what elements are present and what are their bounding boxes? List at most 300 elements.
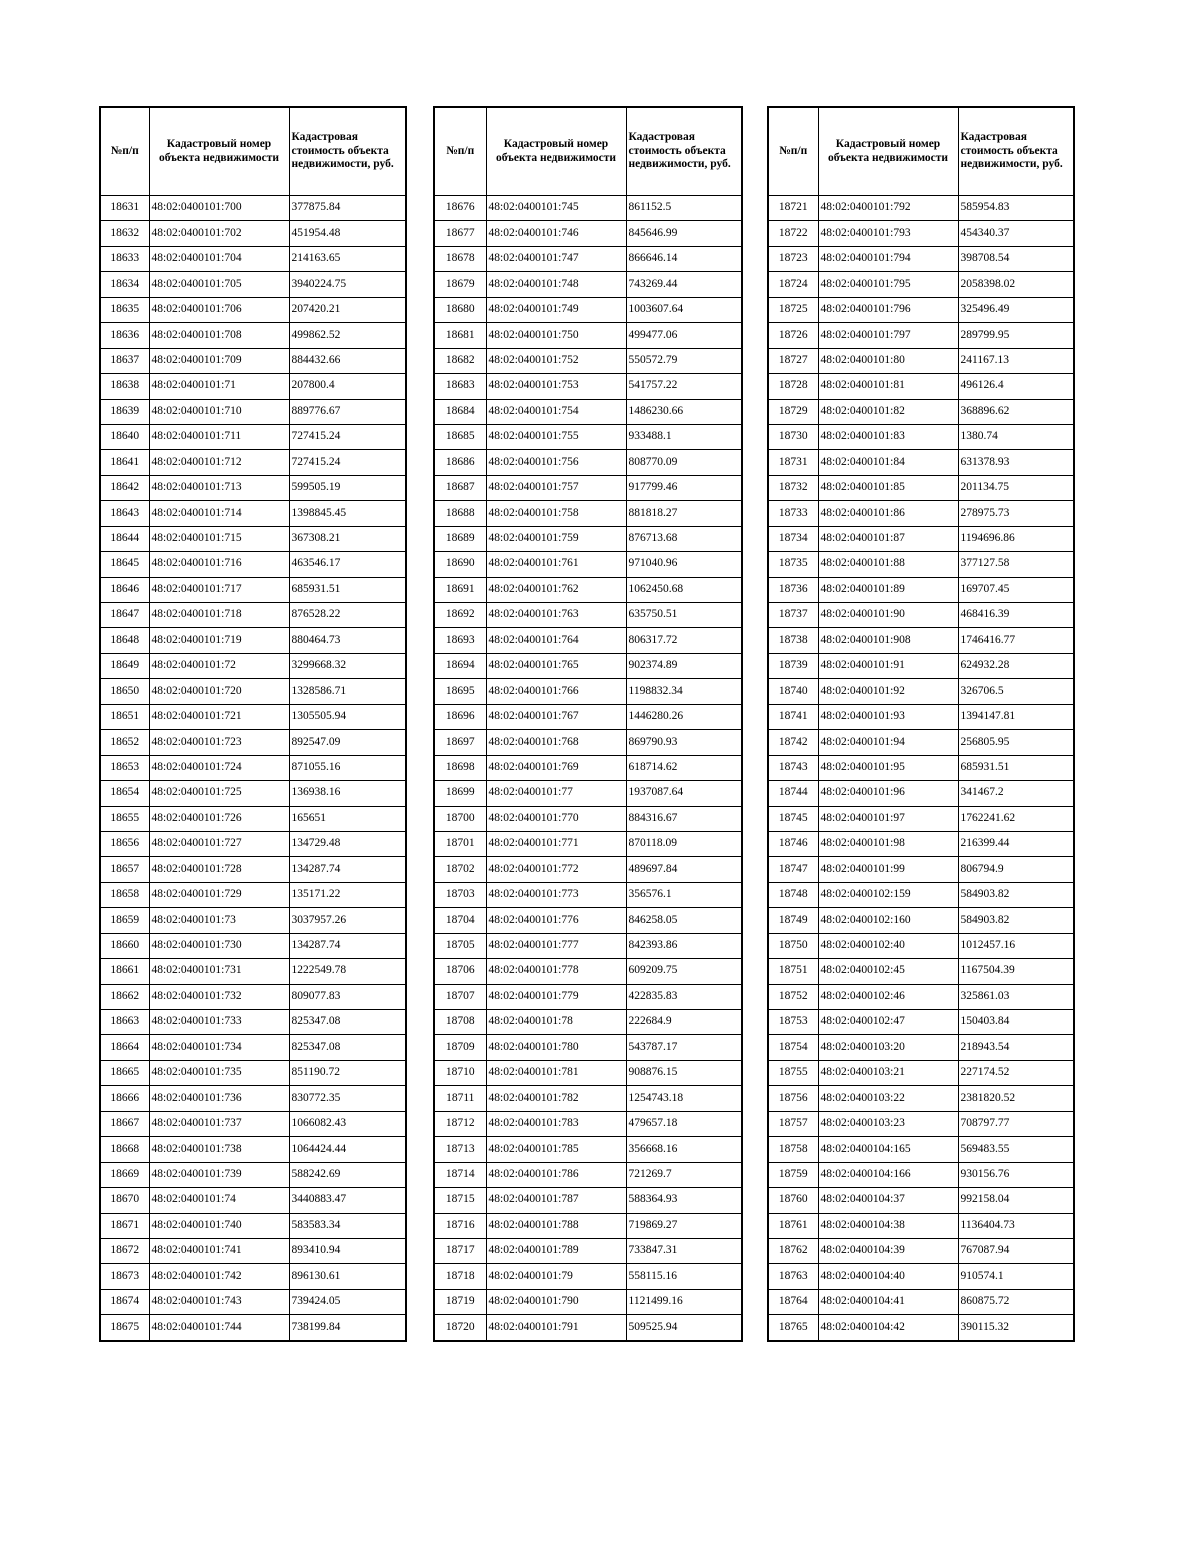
cadastral-number: 48:02:0400101:789	[486, 1238, 626, 1263]
cadastral-value: 499862.52	[289, 323, 406, 348]
cadastral-value: 341467.2	[958, 781, 1074, 806]
cadastral-number: 48:02:0400102:47	[818, 1010, 958, 1035]
cadastral-number: 48:02:0400101:702	[149, 221, 289, 246]
table-row	[768, 1213, 1074, 1238]
cadastral-value: 543787.17	[626, 1035, 742, 1060]
row-number: 18746	[768, 831, 818, 856]
row-number: 18696	[434, 704, 486, 729]
row-number: 18669	[100, 1162, 149, 1187]
table-row	[434, 272, 742, 297]
table-row	[434, 475, 742, 500]
cadastral-value: 992158.04	[958, 1188, 1074, 1213]
cadastral-number: 48:02:0400101:796	[818, 297, 958, 322]
table-row	[768, 1060, 1074, 1085]
table-row	[100, 959, 406, 984]
table-row	[434, 450, 742, 475]
cadastral-value: 1254743.18	[626, 1086, 742, 1111]
row-number: 18637	[100, 348, 149, 373]
cadastral-value: 588242.69	[289, 1162, 406, 1187]
cadastral-value: 3299668.32	[289, 653, 406, 678]
cadastral-value: 325496.49	[958, 297, 1074, 322]
table-row	[768, 348, 1074, 373]
row-number: 18757	[768, 1111, 818, 1136]
row-number: 18675	[100, 1315, 149, 1341]
cadastral-number: 48:02:0400101:71	[149, 374, 289, 399]
cadastral-value: 585954.83	[958, 196, 1074, 221]
row-number: 18649	[100, 653, 149, 678]
cadastral-value: 584903.82	[958, 908, 1074, 933]
table-row	[100, 246, 406, 271]
table-row	[434, 603, 742, 628]
row-number: 18706	[434, 959, 486, 984]
cadastral-value: 1136404.73	[958, 1213, 1074, 1238]
cadastral-number: 48:02:0400101:729	[149, 882, 289, 907]
cadastral-number: 48:02:0400101:788	[486, 1213, 626, 1238]
table-header-row	[100, 107, 406, 196]
table-row	[768, 730, 1074, 755]
cadastral-number: 48:02:0400101:700	[149, 196, 289, 221]
table-row	[100, 374, 406, 399]
cadastral-table-1	[99, 106, 407, 1342]
table-row	[434, 399, 742, 424]
table-row	[434, 806, 742, 831]
cadastral-number: 48:02:0400101:757	[486, 475, 626, 500]
row-number: 18716	[434, 1213, 486, 1238]
table-row	[768, 1289, 1074, 1314]
row-number: 18635	[100, 297, 149, 322]
row-number: 18678	[434, 246, 486, 271]
cadastral-number: 48:02:0400104:40	[818, 1264, 958, 1289]
row-number: 18693	[434, 628, 486, 653]
table-row	[768, 297, 1074, 322]
table-row	[768, 323, 1074, 348]
cadastral-value: 1746416.77	[958, 628, 1074, 653]
table-row	[100, 933, 406, 958]
row-number: 18742	[768, 730, 818, 755]
cadastral-number: 48:02:0400104:165	[818, 1137, 958, 1162]
row-number: 18663	[100, 1010, 149, 1035]
table-row	[768, 475, 1074, 500]
cadastral-value: 609209.75	[626, 959, 742, 984]
cadastral-value: 583583.34	[289, 1213, 406, 1238]
table-row	[100, 501, 406, 526]
cadastral-number: 48:02:0400101:787	[486, 1188, 626, 1213]
table-row	[100, 908, 406, 933]
table-row	[100, 882, 406, 907]
row-number: 18670	[100, 1188, 149, 1213]
cadastral-number: 48:02:0400101:740	[149, 1213, 289, 1238]
cadastral-number: 48:02:0400101:761	[486, 552, 626, 577]
cadastral-number: 48:02:0400101:97	[818, 806, 958, 831]
table-row	[768, 1111, 1074, 1136]
cadastral-value: 624932.28	[958, 653, 1074, 678]
table-row	[434, 552, 742, 577]
row-number: 18752	[768, 984, 818, 1009]
table-row	[100, 196, 406, 221]
cadastral-value: 463546.17	[289, 552, 406, 577]
cadastral-number: 48:02:0400101:791	[486, 1315, 626, 1341]
cadastral-number: 48:02:0400101:735	[149, 1060, 289, 1085]
table-row	[100, 653, 406, 678]
table-row	[768, 577, 1074, 602]
row-number: 18653	[100, 755, 149, 780]
cadastral-number: 48:02:0400101:773	[486, 882, 626, 907]
cadastral-number: 48:02:0400101:98	[818, 831, 958, 856]
table-row	[434, 1289, 742, 1314]
row-number: 18701	[434, 831, 486, 856]
cadastral-number: 48:02:0400101:772	[486, 857, 626, 882]
row-number: 18755	[768, 1060, 818, 1085]
cadastral-value: 2381820.52	[958, 1086, 1074, 1111]
cadastral-number: 48:02:0400101:762	[486, 577, 626, 602]
cadastral-number: 48:02:0400102:40	[818, 933, 958, 958]
cadastral-number: 48:02:0400101:86	[818, 501, 958, 526]
cadastral-value: 889776.67	[289, 399, 406, 424]
cadastral-value: 739424.05	[289, 1289, 406, 1314]
cadastral-number: 48:02:0400101:727	[149, 831, 289, 856]
cadastral-value: 599505.19	[289, 475, 406, 500]
row-number: 18733	[768, 501, 818, 526]
cadastral-number: 48:02:0400101:790	[486, 1289, 626, 1314]
row-number: 18673	[100, 1264, 149, 1289]
cadastral-number: 48:02:0400101:738	[149, 1137, 289, 1162]
cadastral-value: 134729.48	[289, 831, 406, 856]
cadastral-value: 808770.09	[626, 450, 742, 475]
table-row	[434, 653, 742, 678]
cadastral-value: 806317.72	[626, 628, 742, 653]
table-row	[434, 1010, 742, 1035]
cadastral-value: 584903.82	[958, 882, 1074, 907]
cadastral-number: 48:02:0400101:756	[486, 450, 626, 475]
header-num: №п/п	[768, 107, 818, 196]
cadastral-value: 809077.83	[289, 984, 406, 1009]
table-row	[434, 679, 742, 704]
table-row	[768, 1315, 1074, 1341]
cadastral-value: 479657.18	[626, 1111, 742, 1136]
cadastral-value: 880464.73	[289, 628, 406, 653]
cadastral-number: 48:02:0400101:84	[818, 450, 958, 475]
row-number: 18722	[768, 221, 818, 246]
cadastral-number: 48:02:0400101:72	[149, 653, 289, 678]
cadastral-value: 1198832.34	[626, 679, 742, 704]
cadastral-value: 861152.5	[626, 196, 742, 221]
cadastral-number: 48:02:0400101:90	[818, 603, 958, 628]
table-row	[100, 1264, 406, 1289]
table-row	[100, 450, 406, 475]
cadastral-value: 685931.51	[289, 577, 406, 602]
table-row	[768, 1086, 1074, 1111]
table-row	[768, 933, 1074, 958]
table-row	[100, 628, 406, 653]
table-row	[768, 501, 1074, 526]
row-number: 18646	[100, 577, 149, 602]
row-number: 18667	[100, 1111, 149, 1136]
cadastral-number: 48:02:0400101:710	[149, 399, 289, 424]
cadastral-number: 48:02:0400101:793	[818, 221, 958, 246]
cadastral-value: 893410.94	[289, 1238, 406, 1263]
cadastral-number: 48:02:0400101:767	[486, 704, 626, 729]
row-number: 18665	[100, 1060, 149, 1085]
table-row	[434, 323, 742, 348]
row-number: 18727	[768, 348, 818, 373]
row-number: 18679	[434, 272, 486, 297]
cadastral-number: 48:02:0400104:37	[818, 1188, 958, 1213]
cadastral-number: 48:02:0400101:81	[818, 374, 958, 399]
cadastral-number: 48:02:0400101:744	[149, 1315, 289, 1341]
header-cadastral-number: Кадастровый номер объекта недвижимости	[149, 107, 289, 196]
cadastral-number: 48:02:0400101:776	[486, 908, 626, 933]
table-row	[434, 1162, 742, 1187]
table-row	[434, 297, 742, 322]
cadastral-number: 48:02:0400101:89	[818, 577, 958, 602]
table-row	[768, 653, 1074, 678]
row-number: 18740	[768, 679, 818, 704]
cadastral-number: 48:02:0400101:795	[818, 272, 958, 297]
row-number: 18642	[100, 475, 149, 500]
cadastral-number: 48:02:0400101:759	[486, 526, 626, 551]
cadastral-number: 48:02:0400101:770	[486, 806, 626, 831]
table-header-row	[768, 107, 1074, 196]
row-number: 18725	[768, 297, 818, 322]
table-row	[100, 755, 406, 780]
cadastral-number: 48:02:0400101:732	[149, 984, 289, 1009]
cadastral-value: 845646.99	[626, 221, 742, 246]
row-number: 18751	[768, 959, 818, 984]
row-number: 18643	[100, 501, 149, 526]
cadastral-number: 48:02:0400104:166	[818, 1162, 958, 1187]
cadastral-value: 708797.77	[958, 1111, 1074, 1136]
cadastral-number: 48:02:0400101:724	[149, 755, 289, 780]
cadastral-value: 1486230.66	[626, 399, 742, 424]
cadastral-number: 48:02:0400101:778	[486, 959, 626, 984]
row-number: 18705	[434, 933, 486, 958]
row-number: 18632	[100, 221, 149, 246]
row-number: 18647	[100, 603, 149, 628]
table-row	[768, 908, 1074, 933]
cadastral-number: 48:02:0400101:73	[149, 908, 289, 933]
row-number: 18668	[100, 1137, 149, 1162]
row-number: 18704	[434, 908, 486, 933]
table-row	[434, 424, 742, 449]
row-number: 18761	[768, 1213, 818, 1238]
row-number: 18711	[434, 1086, 486, 1111]
table-row	[768, 526, 1074, 551]
row-number: 18691	[434, 577, 486, 602]
cadastral-value: 496126.4	[958, 374, 1074, 399]
cadastral-value: 134287.74	[289, 857, 406, 882]
cadastral-number: 48:02:0400101:739	[149, 1162, 289, 1187]
table-row	[100, 475, 406, 500]
cadastral-number: 48:02:0400101:766	[486, 679, 626, 704]
cadastral-value: 377127.58	[958, 552, 1074, 577]
row-number: 18744	[768, 781, 818, 806]
row-number: 18708	[434, 1010, 486, 1035]
table-row	[100, 272, 406, 297]
row-number: 18714	[434, 1162, 486, 1187]
row-number: 18715	[434, 1188, 486, 1213]
cadastral-value: 451954.48	[289, 221, 406, 246]
cadastral-value: 719869.27	[626, 1213, 742, 1238]
cadastral-number: 48:02:0400101:708	[149, 323, 289, 348]
cadastral-value: 971040.96	[626, 552, 742, 577]
table-row	[768, 781, 1074, 806]
row-number: 18640	[100, 424, 149, 449]
table-row	[434, 1315, 742, 1341]
cadastral-number: 48:02:0400101:792	[818, 196, 958, 221]
row-number: 18650	[100, 679, 149, 704]
row-number: 18634	[100, 272, 149, 297]
cadastral-number: 48:02:0400101:83	[818, 424, 958, 449]
cadastral-number: 48:02:0400101:96	[818, 781, 958, 806]
cadastral-number: 48:02:0400101:746	[486, 221, 626, 246]
table-row	[434, 1264, 742, 1289]
cadastral-value: 727415.24	[289, 450, 406, 475]
cadastral-number: 48:02:0400101:77	[486, 781, 626, 806]
table-row	[768, 552, 1074, 577]
row-number: 18636	[100, 323, 149, 348]
row-number: 18685	[434, 424, 486, 449]
table-row	[100, 1086, 406, 1111]
cadastral-number: 48:02:0400101:88	[818, 552, 958, 577]
table-row	[768, 1010, 1074, 1035]
table-row	[434, 933, 742, 958]
cadastral-value: 169707.45	[958, 577, 1074, 602]
cadastral-value: 860875.72	[958, 1289, 1074, 1314]
cadastral-number: 48:02:0400101:783	[486, 1111, 626, 1136]
cadastral-value: 721269.7	[626, 1162, 742, 1187]
cadastral-number: 48:02:0400101:754	[486, 399, 626, 424]
cadastral-value: 738199.84	[289, 1315, 406, 1341]
table-row	[768, 1188, 1074, 1213]
cadastral-value: 930156.76	[958, 1162, 1074, 1187]
cadastral-number: 48:02:0400101:709	[149, 348, 289, 373]
row-number: 18707	[434, 984, 486, 1009]
table-row	[768, 831, 1074, 856]
table-row	[434, 1213, 742, 1238]
table-row	[768, 196, 1074, 221]
row-number: 18676	[434, 196, 486, 221]
table-row	[768, 704, 1074, 729]
cadastral-value: 1937087.64	[626, 781, 742, 806]
table-row	[768, 679, 1074, 704]
row-number: 18762	[768, 1238, 818, 1263]
table-row	[100, 1238, 406, 1263]
cadastral-value: 207800.4	[289, 374, 406, 399]
cadastral-number: 48:02:0400101:908	[818, 628, 958, 653]
cadastral-value: 871055.16	[289, 755, 406, 780]
cadastral-value: 1222549.78	[289, 959, 406, 984]
table-row	[768, 246, 1074, 271]
table-row	[434, 984, 742, 1009]
cadastral-number: 48:02:0400101:748	[486, 272, 626, 297]
row-number: 18680	[434, 297, 486, 322]
table-row	[434, 831, 742, 856]
table-row	[434, 374, 742, 399]
cadastral-value: 326706.5	[958, 679, 1074, 704]
table-row	[768, 959, 1074, 984]
row-number: 18657	[100, 857, 149, 882]
row-number: 18720	[434, 1315, 486, 1341]
header-cadastral-value: Кадастровая стоимость объекта недвижимости, руб.	[289, 107, 406, 196]
cadastral-number: 48:02:0400101:78	[486, 1010, 626, 1035]
table-row	[768, 857, 1074, 882]
row-number: 18734	[768, 526, 818, 551]
row-number: 18729	[768, 399, 818, 424]
row-number: 18721	[768, 196, 818, 221]
table-row	[100, 1010, 406, 1035]
cadastral-table-2	[433, 106, 743, 1342]
row-number: 18633	[100, 246, 149, 271]
cadastral-number: 48:02:0400103:23	[818, 1111, 958, 1136]
cadastral-number: 48:02:0400101:743	[149, 1289, 289, 1314]
cadastral-value: 1398845.45	[289, 501, 406, 526]
cadastral-number: 48:02:0400101:716	[149, 552, 289, 577]
cadastral-value: 1394147.81	[958, 704, 1074, 729]
cadastral-value: 851190.72	[289, 1060, 406, 1085]
cadastral-number: 48:02:0400101:797	[818, 323, 958, 348]
cadastral-number: 48:02:0400104:41	[818, 1289, 958, 1314]
table-row	[434, 1111, 742, 1136]
cadastral-value: 1167504.39	[958, 959, 1074, 984]
cadastral-number: 48:02:0400101:718	[149, 603, 289, 628]
cadastral-value: 222684.9	[626, 1010, 742, 1035]
cadastral-value: 1003607.64	[626, 297, 742, 322]
header-cadastral-number: Кадастровый номер объекта недвижимости	[486, 107, 626, 196]
cadastral-value: 933488.1	[626, 424, 742, 449]
table-row	[768, 399, 1074, 424]
header-num: №п/п	[434, 107, 486, 196]
cadastral-number: 48:02:0400101:733	[149, 1010, 289, 1035]
row-number: 18641	[100, 450, 149, 475]
table-row	[100, 1035, 406, 1060]
table-row	[100, 577, 406, 602]
table-row	[768, 221, 1074, 246]
table-header-row	[434, 107, 742, 196]
cadastral-value: 227174.52	[958, 1060, 1074, 1085]
cadastral-value: 218943.54	[958, 1035, 1074, 1060]
cadastral-value: 908876.15	[626, 1060, 742, 1085]
row-number: 18661	[100, 959, 149, 984]
row-number: 18644	[100, 526, 149, 551]
table-row	[100, 348, 406, 373]
row-number: 18666	[100, 1086, 149, 1111]
cadastral-value: 884316.67	[626, 806, 742, 831]
row-number: 18682	[434, 348, 486, 373]
cadastral-value: 135171.22	[289, 882, 406, 907]
cadastral-value: 846258.05	[626, 908, 742, 933]
cadastral-value: 390115.32	[958, 1315, 1074, 1341]
table-row	[434, 196, 742, 221]
cadastral-value: 881818.27	[626, 501, 742, 526]
cadastral-value: 743269.44	[626, 272, 742, 297]
row-number: 18683	[434, 374, 486, 399]
cadastral-value: 1380.74	[958, 424, 1074, 449]
cadastral-number: 48:02:0400102:45	[818, 959, 958, 984]
row-number: 18748	[768, 882, 818, 907]
cadastral-value: 727415.24	[289, 424, 406, 449]
header-cadastral-number: Кадастровый номер объекта недвижимости	[818, 107, 958, 196]
table-row	[434, 730, 742, 755]
cadastral-number: 48:02:0400101:94	[818, 730, 958, 755]
cadastral-number: 48:02:0400101:93	[818, 704, 958, 729]
cadastral-number: 48:02:0400101:779	[486, 984, 626, 1009]
cadastral-number: 48:02:0400101:711	[149, 424, 289, 449]
row-number: 18758	[768, 1137, 818, 1162]
table-row	[100, 730, 406, 755]
cadastral-value: 876713.68	[626, 526, 742, 551]
table-row	[768, 272, 1074, 297]
row-number: 18753	[768, 1010, 818, 1035]
